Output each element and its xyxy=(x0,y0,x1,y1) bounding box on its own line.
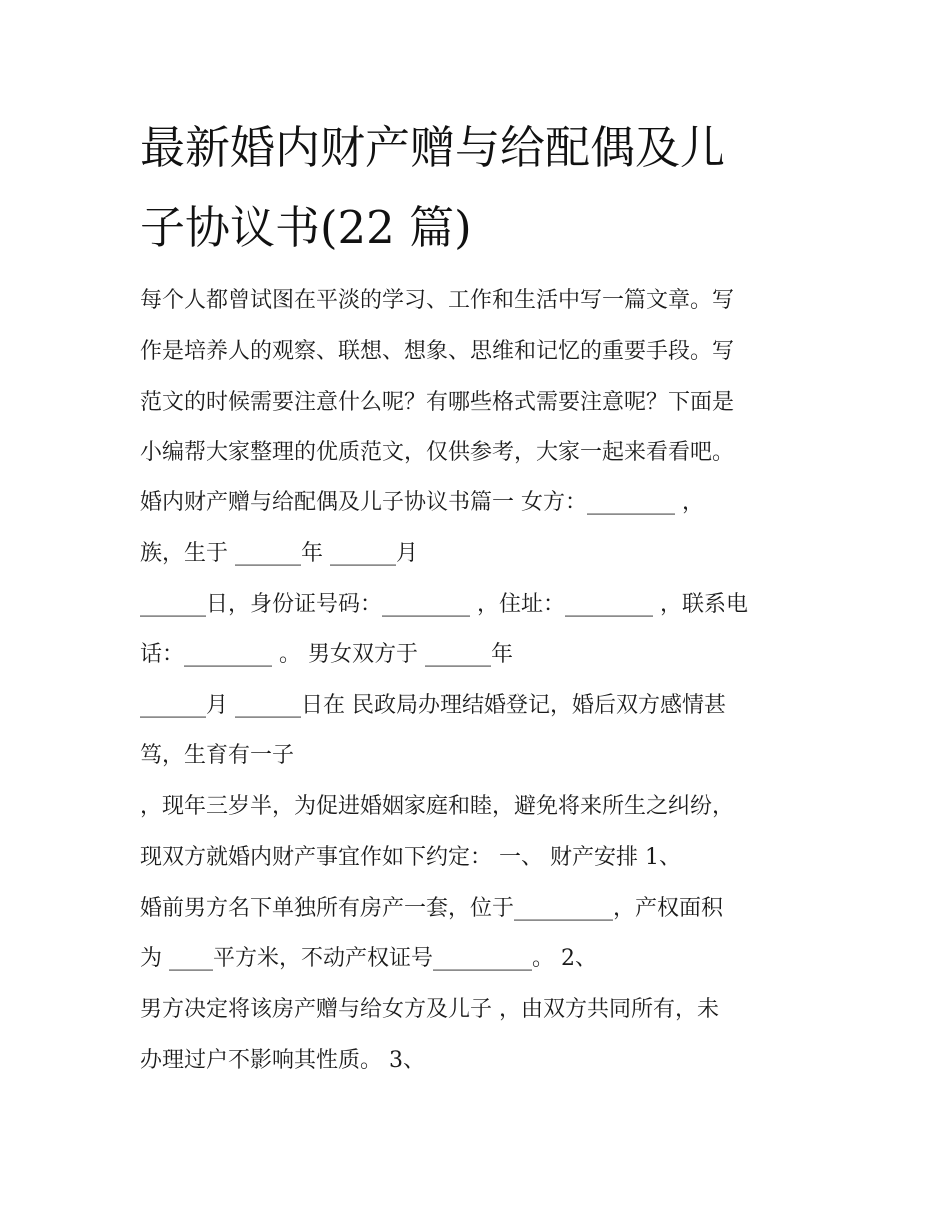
body-line-14: 为 ____平方米，不动产权证号_________。 2、 xyxy=(140,946,597,971)
body-line-8: 话：________ 。 男女双方于 ______年 xyxy=(140,642,513,667)
document-title-line-1: 最新婚内财产赠与给配偶及儿 xyxy=(140,121,726,174)
body-line-9: ______月 ______日在 民政局办理结婚登记，婚后双方感情甚 xyxy=(140,693,726,718)
body-line-1: 每个人都曾试图在平淡的学习、工作和生活中写一篇文章。写 xyxy=(140,288,735,313)
body-line-3: 范文的时候需要注意什么呢？有哪些格式需要注意呢？下面是 xyxy=(140,390,735,415)
body-line-12: 现双方就婚内财产事宜作如下约定： 一、 财产安排 1、 xyxy=(140,845,681,870)
body-line-2: 作是培养人的观察、联想、想象、思维和记忆的重要手段。写 xyxy=(140,339,735,364)
body-line-11: ，现年三岁半，为促进婚姻家庭和睦，避免将来所生之纠纷， xyxy=(140,794,735,819)
body-line-4: 小编帮大家整理的优质范文，仅供参考，大家一起来看看吧。 xyxy=(140,440,735,465)
body-line-13: 婚前男方名下单独所有房产一套，位于_________，产权面积 xyxy=(140,896,724,921)
document-title-line-2: 子协议书(22 篇) xyxy=(140,201,472,254)
body-line-15: 男方决定将该房产赠与给女方及儿子 ，由双方共同所有，未 xyxy=(140,997,719,1022)
body-line-10: 笃，生育有一子 xyxy=(140,743,295,768)
body-line-5: 婚内财产赠与给配偶及儿子协议书篇一 女方：________ ， xyxy=(140,490,704,515)
body-line-7: ______日，身份证号码：________ ，住址：________ ，联系电 xyxy=(140,592,748,617)
body-line-6: 族，生于 ______年 ______月 xyxy=(140,541,418,566)
body-line-16: 办理过户不影响其性质。 3、 xyxy=(140,1048,425,1073)
